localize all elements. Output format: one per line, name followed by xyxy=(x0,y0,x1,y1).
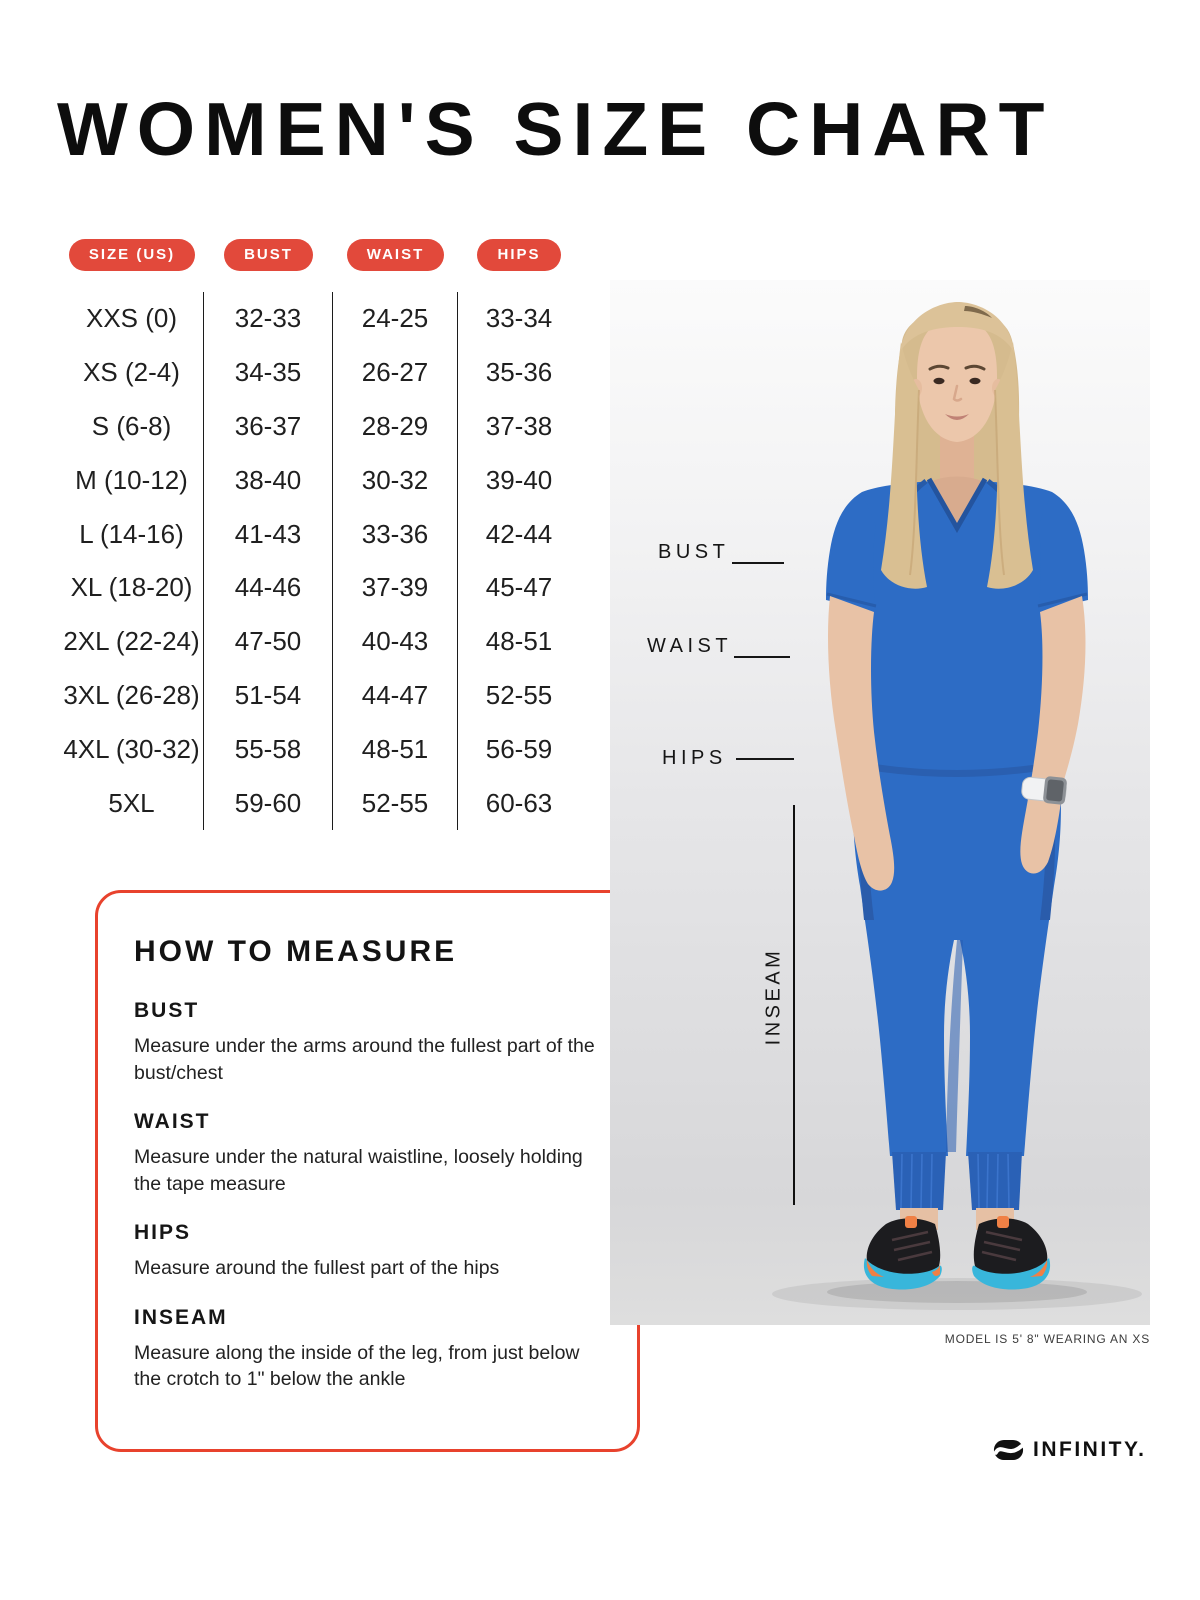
size-cell: L (14-16) xyxy=(60,507,204,561)
how-to-measure-title: HOW TO MEASURE xyxy=(134,935,458,968)
measure-label-inseam: INSEAM xyxy=(134,1305,228,1329)
bust-cell: 41-43 xyxy=(204,507,333,561)
size-cell: 4XL (30-32) xyxy=(60,722,204,776)
bust-cell: 36-37 xyxy=(204,400,333,454)
hips-cell: 56-59 xyxy=(485,733,553,764)
hips-cell: 45-47 xyxy=(485,572,553,603)
bust-callout-label: BUST xyxy=(658,541,730,563)
bust-cell: 59-60 xyxy=(204,776,333,830)
column-header-bust: BUST xyxy=(224,239,313,271)
model-caption: MODEL IS 5' 8" WEARING AN XS xyxy=(944,1332,1150,1346)
bust-cell: 47-50 xyxy=(204,615,333,669)
waist-cell: 24-25 xyxy=(333,292,458,346)
measure-text-inseam: Measure along the inside of the leg, from just below the crotch to 1" below the ankle xyxy=(134,1341,580,1391)
column-header-waist: WAIST xyxy=(347,239,445,271)
hips-callout-label: HIPS xyxy=(662,747,727,769)
measure-text-hips: Measure around the fullest part of the hips xyxy=(134,1257,500,1280)
size-cell: M (10-12) xyxy=(60,453,204,507)
waist-cell: 30-32 xyxy=(333,453,458,507)
size-cell: XXS (0) xyxy=(60,292,204,346)
size-cell: XL (18-20) xyxy=(60,561,204,615)
size-cell: 3XL (26-28) xyxy=(60,669,204,723)
column-header-hips: HIPS xyxy=(477,239,560,271)
hips-cell: 52-55 xyxy=(485,679,553,710)
bust-cell: 32-33 xyxy=(204,292,333,346)
page-title: WOMEN'S SIZE CHART xyxy=(57,87,1054,171)
hips-cell: 60-63 xyxy=(485,787,553,818)
waist-cell: 33-36 xyxy=(333,507,458,561)
column-header-size: SIZE (US) xyxy=(69,239,195,271)
how-to-measure-box xyxy=(95,890,640,1452)
hips-cell: 48-51 xyxy=(485,626,553,657)
waist-cell: 40-43 xyxy=(333,615,458,669)
waist-cell: 26-27 xyxy=(333,346,458,400)
measure-text-waist: Measure under the natural waistline, loosely holding the tape measure xyxy=(134,1146,583,1195)
measure-label-bust: BUST xyxy=(134,999,200,1022)
inseam-callout-line xyxy=(793,805,795,1205)
waist-cell: 52-55 xyxy=(333,776,458,830)
bust-cell: 55-58 xyxy=(204,722,333,776)
waist-cell: 37-39 xyxy=(333,561,458,615)
model-photo-panel xyxy=(610,280,1150,1325)
size-table-body xyxy=(60,292,580,830)
hips-cell: 33-34 xyxy=(485,303,553,334)
measure-label-waist: WAIST xyxy=(134,1110,211,1134)
infinity-swoosh-icon xyxy=(993,1439,1024,1461)
size-cell: 5XL xyxy=(60,776,204,830)
size-cell: S (6-8) xyxy=(60,400,204,454)
waist-callout-label: WAIST xyxy=(647,635,733,657)
bust-cell: 44-46 xyxy=(204,561,333,615)
hips-cell: 35-36 xyxy=(485,357,553,388)
inseam-callout-label: INSEAM xyxy=(762,947,785,1046)
size-cell: XS (2-4) xyxy=(60,346,204,400)
bust-cell: 38-40 xyxy=(204,453,333,507)
waist-callout-line xyxy=(734,656,790,658)
hips-cell: 42-44 xyxy=(485,518,553,549)
brand-logo xyxy=(993,1438,1147,1462)
waist-cell: 48-51 xyxy=(333,722,458,776)
brand-wordmark: INFINITY. xyxy=(1033,1438,1147,1461)
hips-cell: 37-38 xyxy=(485,410,553,441)
size-cell: 2XL (22-24) xyxy=(60,615,204,669)
measure-text-bust: Measure under the arms around the fullest part of the bust/chest xyxy=(134,1035,595,1084)
size-table-header xyxy=(60,239,580,271)
model-illustration xyxy=(610,280,1150,1325)
waist-cell: 28-29 xyxy=(333,400,458,454)
bust-cell: 51-54 xyxy=(204,669,333,723)
bust-callout-line xyxy=(732,562,784,564)
hips-callout-line xyxy=(736,758,794,760)
waist-cell: 44-47 xyxy=(333,669,458,723)
measure-label-hips: HIPS xyxy=(134,1221,192,1245)
hips-cell: 39-40 xyxy=(485,464,553,495)
bust-cell: 34-35 xyxy=(204,346,333,400)
